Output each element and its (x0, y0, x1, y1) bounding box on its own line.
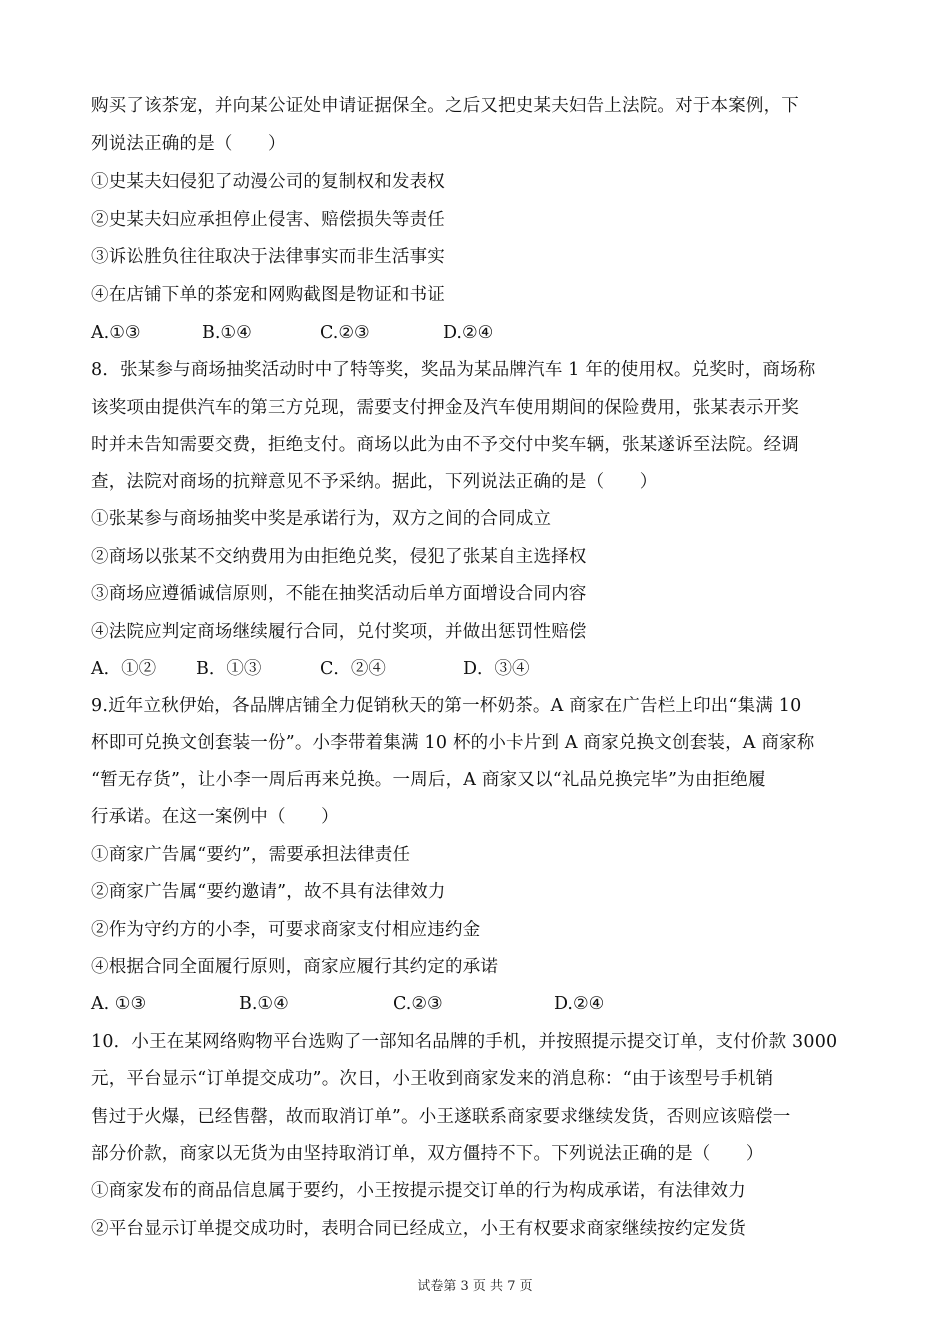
q7-option-c: C.②③ (320, 323, 370, 343)
q9-statement-3: ②作为守约方的小李，可要求商家支付相应违约金 (91, 920, 481, 940)
q9-option-a: A. ①③ (91, 994, 147, 1014)
q8-statement-2: ②商场以张某不交纳费用为由拒绝兑奖，侵犯了张某自主选择权 (91, 547, 587, 567)
q9-option-d: D.②④ (554, 994, 605, 1014)
q9-statement-2: ②商家广告属“要约邀请”，故不具有法律效力 (91, 882, 446, 902)
q10-line-2: 元，平台显示“订单提交成功”。次日，小王收到商家发来的消息称：“由于该型号手机销 (91, 1069, 774, 1089)
q9-line-3: “暂无存货”，让小李一周后再来兑换。一周后，A 商家又以“礼品兑换完毕”为由拒绝履 (91, 770, 766, 790)
q7-statement-2: ②史某夫妇应承担停止侵害、赔偿损失等责任 (91, 210, 445, 230)
q9-statement-4: ④根据合同全面履行原则，商家应履行其约定的承诺 (91, 957, 499, 977)
q10-line-3: 售过于火爆，已经售罄，故而取消订单”。小王遂联系商家要求继续发货，否则应该赔偿一 (91, 1107, 791, 1127)
q8-option-d: D．③④ (463, 659, 530, 679)
q7-line-1: 购买了该茶宠，并向某公证处申请证据保全。之后又把史某夫妇告上法院。对于本案例，下 (91, 96, 799, 116)
q9-options (91, 986, 871, 1023)
q10-line-1: 10．小王在某网络购物平台选购了一部知名品牌的手机，并按照提示提交订单，支付价款 3000 (91, 1032, 838, 1052)
q8-line-3: 时并未告知需要交费，拒绝支付。商场以此为由不予交付中奖车辆，张某遂诉至法院。经调 (91, 435, 799, 455)
q7-option-b: B.①④ (202, 323, 252, 343)
q9-statement-1: ①商家广告属“要约”，需要承担法律责任 (91, 845, 411, 865)
q8-statement-3: ③商场应遵循诚信原则，不能在抽奖活动后单方面增设合同内容 (91, 584, 587, 604)
q8-line-4: 查，法院对商场的抗辩意见不予采纳。据此，下列说法正确的是（ ） (91, 472, 658, 492)
q8-option-a: A．①② (91, 659, 157, 679)
q7-option-a: A.①③ (91, 323, 141, 343)
q7-option-d: D.②④ (443, 323, 494, 343)
q8-option-b: B．①③ (196, 659, 262, 679)
q9-line-4: 行承诺。在这一案例中（ ） (91, 807, 339, 827)
q7-statement-1: ①史某夫妇侵犯了动漫公司的复制权和发表权 (91, 172, 445, 192)
q8-line-2: 该奖项由提供汽车的第三方兑现，需要支付押金及汽车使用期间的保险费用，张某表示开奖 (91, 398, 799, 418)
q8-line-1: 8．张某参与商场抽奖活动时中了特等奖，奖品为某品牌汽车 1 年的使用权。兑奖时，商场称 (91, 360, 816, 380)
q8-option-c: C．②④ (320, 659, 386, 679)
q7-line-2: 列说法正确的是（ ） (91, 134, 286, 154)
q9-line-1: 9.近年立秋伊始，各品牌店铺全力促销秋天的第一杯奶茶。A 商家在广告栏上印出“集满 10 (91, 696, 802, 716)
page-footer: 试卷第 3 页 共 7 页 (417, 1279, 533, 1294)
q7-statement-3: ③诉讼胜负往往取决于法律事实而非生活事实 (91, 247, 445, 267)
q10-line-4: 部分价款，商家以无货为由坚持取消订单，双方僵持不下。下列说法正确的是（ ） (91, 1144, 764, 1164)
q9-option-b: B.①④ (239, 994, 289, 1014)
q10-statement-1: ①商家发布的商品信息属于要约，小王按提示提交订单的行为构成承诺，有法律效力 (91, 1181, 746, 1201)
q7-options (91, 315, 871, 352)
q10-statement-2: ②平台显示订单提交成功时，表明合同已经成立，小王有权要求商家继续按约定发货 (91, 1219, 746, 1239)
q8-statement-1: ①张某参与商场抽奖中奖是承诺行为，双方之间的合同成立 (91, 509, 552, 529)
q9-line-2: 杯即可兑换文创套装一份”。小李带着集满 10 杯的小卡片到 A 商家兑换文创套装，A 商家称 (91, 733, 815, 753)
q8-options (91, 651, 871, 688)
q7-statement-4: ④在店铺下单的茶宠和网购截图是物证和书证 (91, 285, 445, 305)
q8-statement-4: ④法院应判定商场继续履行合同，兑付奖项，并做出惩罚性赔偿 (91, 622, 587, 642)
q9-option-c: C.②③ (393, 994, 443, 1014)
